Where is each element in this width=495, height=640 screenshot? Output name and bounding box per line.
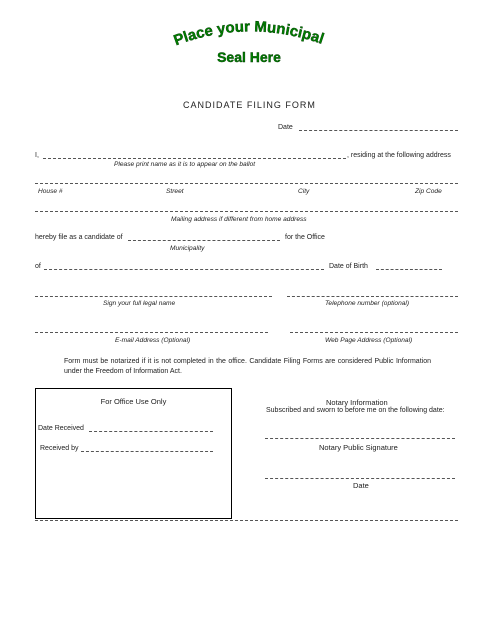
home-address-field[interactable]	[35, 183, 458, 184]
notary-signature-field[interactable]	[265, 478, 455, 479]
name-prefix: I,	[35, 152, 39, 159]
signature-caption: Sign your full legal name	[103, 300, 176, 307]
name-caption: Please print name as it is to appear on the ballot	[114, 161, 256, 168]
notary-title: Notary Information	[326, 398, 388, 407]
street-caption: Street	[166, 188, 184, 195]
mailing-address-field[interactable]	[35, 211, 458, 212]
email-caption: E-mail Address (Optional)	[115, 337, 191, 344]
seal-line-1: Place your Municipal	[171, 18, 327, 50]
name-suffix: , residing at the following address	[347, 152, 451, 159]
notary-signature-label: Notary Public Signature	[319, 443, 398, 452]
zip-code-caption: Zip Code	[415, 188, 442, 195]
office-of-label: of	[35, 263, 41, 270]
date-label: Date	[278, 124, 293, 131]
date-received-label: Date Received	[38, 425, 84, 432]
city-caption: City	[298, 188, 310, 195]
signature-field[interactable]	[35, 296, 272, 297]
office-use-box	[35, 388, 232, 519]
candidate-prefix: hereby file as a candidate of	[35, 234, 123, 241]
date-of-birth-field[interactable]	[376, 269, 442, 270]
web-page-field[interactable]	[290, 332, 458, 333]
telephone-field[interactable]	[287, 296, 458, 297]
municipality-caption: Municipality	[170, 245, 205, 252]
mailing-caption: Mailing address if different from home address	[171, 216, 307, 223]
form-title: CANDIDATE FILING FORM	[183, 100, 316, 110]
candidate-name-field[interactable]	[43, 158, 346, 159]
notary-date-label: Date	[353, 481, 369, 490]
bottom-divider	[35, 520, 458, 521]
received-by-field[interactable]	[81, 451, 213, 452]
received-by-label: Received by	[40, 445, 79, 452]
municipality-field[interactable]	[128, 240, 280, 241]
web-page-caption: Web Page Address (Optional)	[325, 337, 413, 344]
email-field[interactable]	[35, 332, 268, 333]
date-received-field[interactable]	[89, 431, 213, 432]
notary-date-sworn-field[interactable]	[265, 438, 455, 439]
notarization-notice: Form must be notarized if it is not completed in the office. Candidate Filing Forms are considered Public Information under the Freedom of Information Act.	[64, 358, 431, 375]
office-field[interactable]	[44, 269, 324, 270]
office-use-title: For Office Use Only	[100, 397, 167, 406]
house-number-caption: House #	[38, 188, 63, 195]
date-field[interactable]	[299, 130, 458, 131]
telephone-caption: Telephone number (optional)	[325, 300, 410, 307]
municipal-seal-placeholder	[155, 18, 340, 68]
date-of-birth-label: Date of Birth	[329, 263, 368, 270]
seal-line-2: Seal Here	[217, 49, 281, 65]
candidate-suffix: for the Office	[285, 234, 325, 241]
notary-subtitle: Subscribed and sworn to before me on the following date:	[266, 407, 445, 414]
